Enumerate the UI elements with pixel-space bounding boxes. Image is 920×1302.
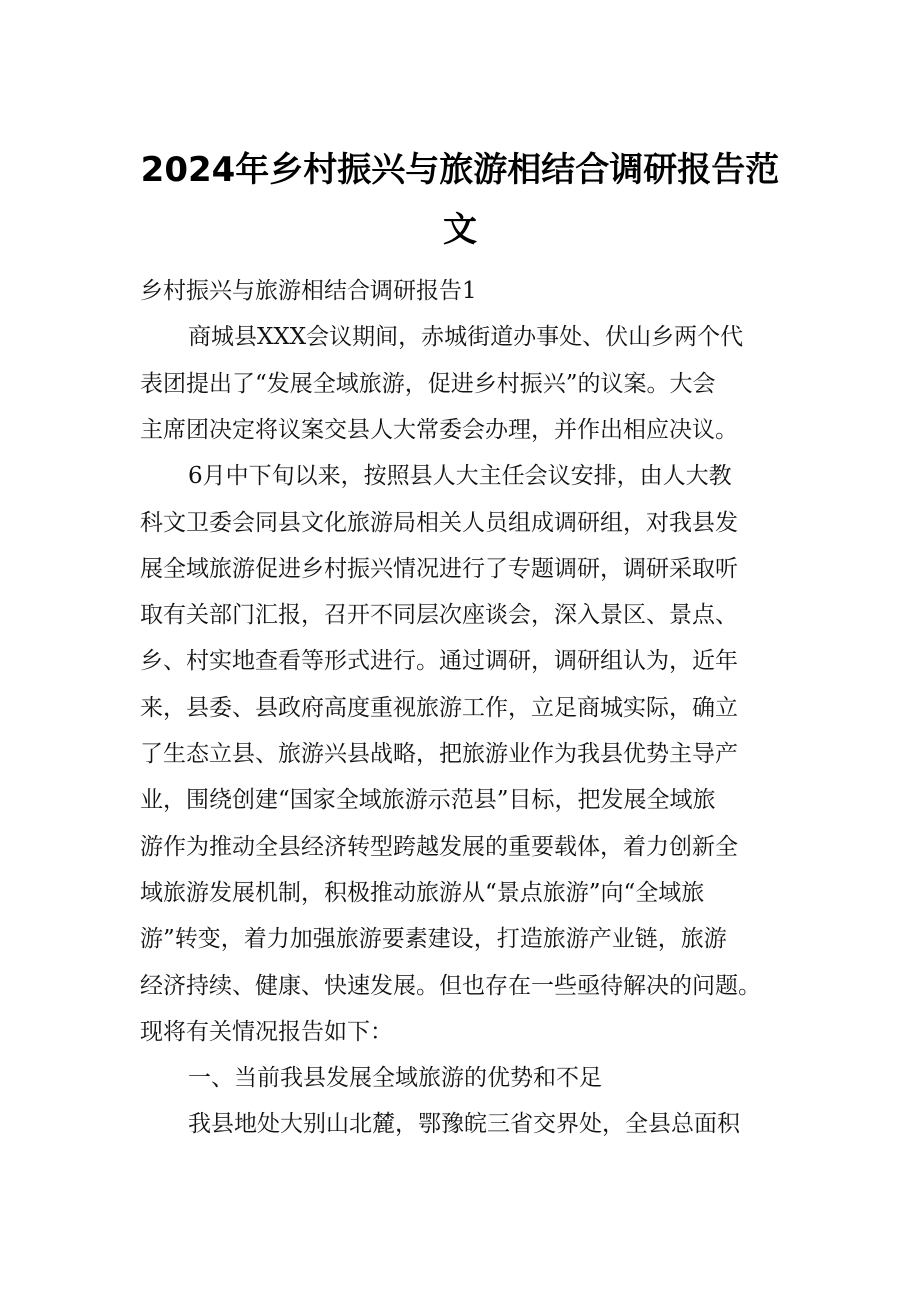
paragraph-line: 表团提出了“发展全域旅游，促进乡村振兴”的议案。大会: [140, 370, 716, 397]
paragraph-line: 来，县委、县政府高度重视旅游工作，立足商城实际，确立: [140, 694, 738, 721]
paragraph-line: 我县地处大别山北麓，鄂豫皖三省交界处，全县总面积: [188, 1111, 740, 1138]
paragraph-line: 经济持续、健康、快速发展。但也存在一些亟待解决的问题。: [140, 972, 761, 999]
paragraph-line: 游”转变，着力加强旅游要素建设，打造旅游产业链，旅游: [140, 926, 727, 953]
paragraph-line: 游作为推动全县经济转型跨越发展的重要载体，着力创新全: [140, 833, 738, 860]
paragraph-line: 6月中下旬以来，按照县人大主任会议安排，由人大教: [188, 463, 732, 490]
document-title-line-1: 2024年乡村振兴与旅游相结合调研报告范: [140, 150, 780, 190]
paragraph-line: 域旅游发展机制，积极推动旅游从“景点旅游”向“全域旅: [140, 879, 705, 906]
paragraph-line: 取有关部门汇报，召开不同层次座谈会，深入景区、景点、: [140, 602, 738, 629]
document-title-line-2: 文: [443, 210, 477, 250]
paragraph-line: 现将有关情况报告如下：: [140, 1018, 393, 1045]
paragraph-line: 乡、村实地查看等形式进行。通过调研，调研组认为，近年: [140, 648, 738, 675]
section-heading: 乡村振兴与旅游相结合调研报告1: [140, 278, 477, 304]
paragraph-line: 了生态立县、旅游兴县战略，把旅游业作为我县优势主导产: [140, 741, 738, 767]
paragraph-line: 商城县XXX会议期间，赤城街道办事处、伏山乡两个代: [188, 324, 744, 351]
paragraph-line: 科文卫委会同县文化旅游局相关人员组成调研组，对我县发: [140, 509, 738, 536]
paragraph-line: 业，围绕创建“国家全域旅游示范县”目标，把发展全域旅: [140, 787, 716, 814]
paragraph-line: 一、当前我县发展全域旅游的优势和不足: [188, 1065, 602, 1092]
paragraph-line: 主席团决定将议案交县人大常委会办理，并作出相应决议。: [140, 416, 738, 443]
paragraph-line: 展全域旅游促进乡村振兴情况进行了专题调研，调研采取听: [140, 555, 738, 582]
